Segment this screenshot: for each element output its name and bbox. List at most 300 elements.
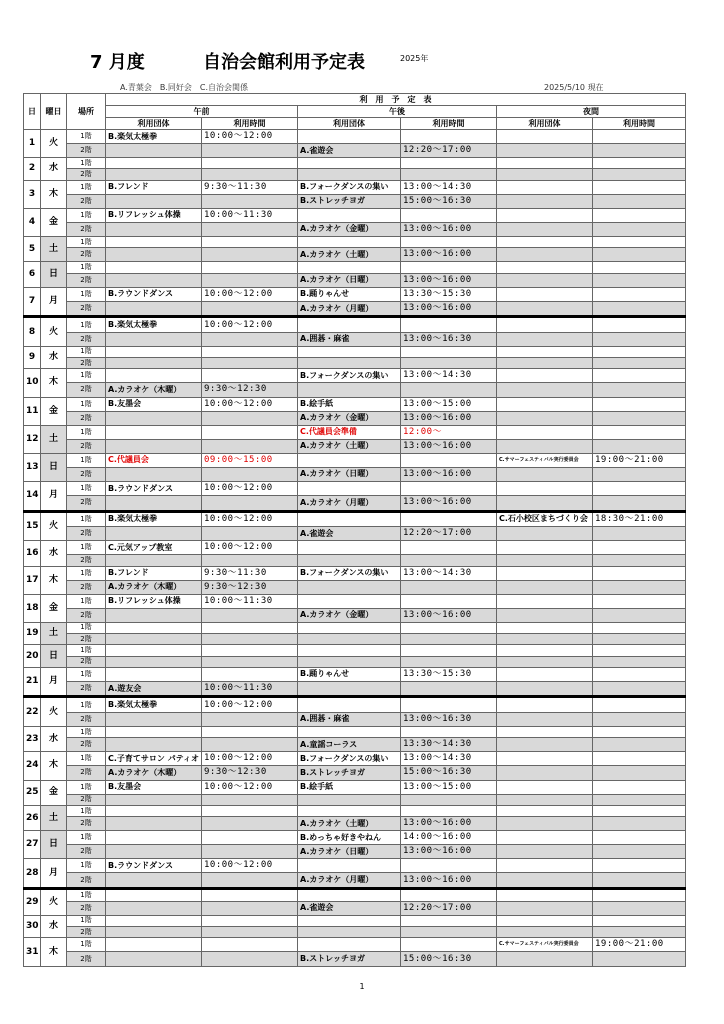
- cell-pm-time: 13:00～16:00: [401, 439, 497, 453]
- cell-night-group: [497, 439, 593, 453]
- cell-am-time: [202, 358, 298, 369]
- day-number: 9: [24, 346, 41, 369]
- cell-pm-time: [401, 555, 497, 566]
- cell-am-group: C.元気アップ教室: [106, 541, 202, 555]
- cell-night-group: [497, 859, 593, 873]
- cell-night-group: [497, 915, 593, 926]
- floor-label: 1階: [67, 938, 106, 952]
- floor-label: 1階: [67, 859, 106, 873]
- cell-pm-group: [298, 482, 401, 496]
- cell-am-group: [106, 645, 202, 656]
- cell-pm-time: 12:20～17:00: [401, 144, 497, 158]
- cell-pm-time: 13:00～16:00: [401, 411, 497, 425]
- cell-pm-time: 13:00～16:00: [401, 845, 497, 859]
- cell-pm-time: 13:30～14:30: [401, 738, 497, 752]
- as-of-date: 2025/5/10 現在: [544, 83, 604, 92]
- cell-am-time: [202, 369, 298, 383]
- floor-label: 1階: [67, 622, 106, 633]
- day-number: 29: [24, 888, 41, 915]
- day-of-week: 日: [41, 831, 67, 859]
- cell-night-time: [593, 667, 686, 681]
- cell-am-group: A.遊友会: [106, 681, 202, 697]
- cell-night-group: [497, 158, 593, 169]
- cell-am-group: [106, 727, 202, 738]
- cell-am-time: [202, 634, 298, 645]
- table-row: [24, 608, 686, 622]
- table-row: [24, 496, 686, 512]
- cell-am-group: [106, 425, 202, 439]
- floor-label: 2階: [67, 527, 106, 541]
- cell-pm-group: [298, 358, 401, 369]
- cell-night-group: [497, 144, 593, 158]
- cell-night-group: [497, 681, 593, 697]
- cell-am-group: [106, 237, 202, 248]
- cell-night-group: [497, 346, 593, 357]
- cell-pm-time: 13:00～14:30: [401, 752, 497, 766]
- cell-pm-group: A.童謡コーラス: [298, 738, 401, 752]
- cell-pm-time: 13:00～16:00: [401, 248, 497, 262]
- cell-night-group: [497, 194, 593, 208]
- cell-night-group: [497, 634, 593, 645]
- cell-pm-time: [401, 859, 497, 873]
- cell-night-group: [497, 358, 593, 369]
- cell-am-group: B.ラウンドダンス: [106, 859, 202, 873]
- cell-am-time: [202, 555, 298, 566]
- cell-am-group: [106, 346, 202, 357]
- cell-pm-group: A.雀遊会: [298, 527, 401, 541]
- day-number: 2: [24, 158, 41, 181]
- cell-am-group: [106, 158, 202, 169]
- day-number: 25: [24, 780, 41, 805]
- table-row: [24, 817, 686, 831]
- cell-am-group: A.カラオケ（木曜）: [106, 383, 202, 397]
- cell-am-group: [106, 817, 202, 831]
- cell-pm-group: [298, 656, 401, 667]
- cell-night-group: [497, 766, 593, 780]
- cell-pm-time: [401, 697, 497, 713]
- cell-night-time: [593, 681, 686, 697]
- day-number: 11: [24, 397, 41, 425]
- cell-am-group: [106, 301, 202, 317]
- day-of-week: 土: [41, 805, 67, 830]
- table-row: [24, 144, 686, 158]
- floor-label: 2階: [67, 467, 106, 481]
- cell-am-group: [106, 222, 202, 236]
- cell-night-time: [593, 482, 686, 496]
- cell-am-group: [106, 622, 202, 633]
- cell-night-group: [497, 208, 593, 222]
- cell-pm-time: 13:00～16:00: [401, 273, 497, 287]
- table-row: [24, 169, 686, 180]
- cell-am-group: [106, 915, 202, 926]
- cell-am-time: 9:30～11:30: [202, 180, 298, 194]
- cell-am-group: [106, 738, 202, 752]
- schedule-body: [24, 130, 686, 967]
- day-of-week: 日: [41, 645, 67, 668]
- table-row: [24, 248, 686, 262]
- cell-pm-group: B.フォークダンスの集い: [298, 369, 401, 383]
- table-row: [24, 411, 686, 425]
- floor-label: 2階: [67, 273, 106, 287]
- cell-night-group: [497, 287, 593, 301]
- cell-am-time: 10:00～11:30: [202, 208, 298, 222]
- cell-am-time: [202, 873, 298, 889]
- day-of-week: 月: [41, 667, 67, 697]
- table-row: [24, 566, 686, 580]
- cell-night-time: [593, 194, 686, 208]
- cell-am-group: A.カラオケ（木曜）: [106, 580, 202, 594]
- day-of-week: 土: [41, 237, 67, 262]
- cell-am-time: [202, 237, 298, 248]
- cell-pm-group: B.絵手紙: [298, 780, 401, 794]
- cell-night-time: [593, 208, 686, 222]
- day-number: 16: [24, 541, 41, 566]
- cell-pm-group: [298, 727, 401, 738]
- cell-pm-group: B.フォークダンスの集い: [298, 752, 401, 766]
- day-of-week: 木: [41, 566, 67, 594]
- cell-am-time: 9:30～12:30: [202, 766, 298, 780]
- header-am-time: 利用時間: [202, 118, 298, 130]
- floor-label: 1階: [67, 130, 106, 144]
- page-number: 1: [359, 982, 365, 991]
- table-row: [24, 439, 686, 453]
- cell-pm-group: A.カラオケ（土曜）: [298, 439, 401, 453]
- cell-am-time: [202, 273, 298, 287]
- cell-pm-group: [298, 130, 401, 144]
- cell-pm-group: [298, 346, 401, 357]
- cell-night-time: [593, 383, 686, 397]
- cell-night-time: [593, 926, 686, 937]
- cell-am-time: [202, 888, 298, 901]
- cell-night-time: 19:00～21:00: [593, 938, 686, 952]
- cell-am-time: 10:00～12:00: [202, 317, 298, 333]
- cell-night-group: [497, 496, 593, 512]
- table-row: [24, 425, 686, 439]
- floor-label: 2階: [67, 301, 106, 317]
- day-number: 1: [24, 130, 41, 158]
- cell-am-time: [202, 952, 298, 967]
- cell-night-group: [497, 645, 593, 656]
- cell-night-time: 18:30～21:00: [593, 511, 686, 527]
- page-title: 自治会館利用予定表: [203, 52, 365, 73]
- cell-am-group: C.子育てサロン パティオ: [106, 752, 202, 766]
- table-row: [24, 794, 686, 805]
- table-row: [24, 805, 686, 816]
- cell-pm-time: 13:00～16:00: [401, 467, 497, 481]
- cell-night-group: [497, 780, 593, 794]
- table-row: [24, 752, 686, 766]
- cell-pm-time: 13:30～15:30: [401, 287, 497, 301]
- table-row: [24, 845, 686, 859]
- table-row: [24, 938, 686, 952]
- floor-label: 2階: [67, 712, 106, 726]
- cell-pm-time: [401, 541, 497, 555]
- cell-am-group: B.リフレッシュ体操: [106, 594, 202, 608]
- cell-am-group: [106, 712, 202, 726]
- cell-night-time: [593, 317, 686, 333]
- cell-pm-group: B.フォークダンスの集い: [298, 180, 401, 194]
- cell-am-time: [202, 645, 298, 656]
- cell-night-group: [497, 667, 593, 681]
- table-row: [24, 622, 686, 633]
- cell-am-group: [106, 358, 202, 369]
- header-am-group: 利用団体: [106, 118, 202, 130]
- cell-night-group: [497, 180, 593, 194]
- cell-am-time: [202, 608, 298, 622]
- cell-night-group: [497, 738, 593, 752]
- cell-pm-group: [298, 262, 401, 273]
- cell-pm-group: B.ストレッチヨガ: [298, 766, 401, 780]
- cell-am-time: [202, 667, 298, 681]
- cell-pm-group: A.カラオケ（月曜）: [298, 496, 401, 512]
- day-of-week: 木: [41, 752, 67, 780]
- cell-pm-group: [298, 938, 401, 952]
- day-number: 15: [24, 511, 41, 541]
- cell-night-time: [593, 697, 686, 713]
- cell-am-time: [202, 831, 298, 845]
- cell-night-time: [593, 496, 686, 512]
- cell-pm-time: 13:00～16:00: [401, 222, 497, 236]
- table-row: [24, 467, 686, 481]
- cell-night-group: [497, 901, 593, 915]
- cell-pm-group: A.カラオケ（月曜）: [298, 873, 401, 889]
- day-number: 30: [24, 915, 41, 938]
- cell-pm-time: 13:00～14:30: [401, 566, 497, 580]
- floor-label: 2階: [67, 766, 106, 780]
- cell-night-time: [593, 594, 686, 608]
- day-number: 24: [24, 752, 41, 780]
- cell-night-time: [593, 237, 686, 248]
- floor-label: 1階: [67, 541, 106, 555]
- cell-pm-group: A.カラオケ（金曜）: [298, 411, 401, 425]
- table-row: [24, 697, 686, 713]
- cell-am-group: [106, 926, 202, 937]
- cell-pm-time: 12:20～17:00: [401, 901, 497, 915]
- cell-am-time: 9:30～12:30: [202, 580, 298, 594]
- cell-am-group: B.友墨会: [106, 780, 202, 794]
- cell-pm-time: 13:00～16:30: [401, 712, 497, 726]
- cell-night-group: [497, 831, 593, 845]
- floor-label: 2階: [67, 634, 106, 645]
- day-of-week: 水: [41, 727, 67, 752]
- day-of-week: 火: [41, 130, 67, 158]
- cell-am-time: [202, 169, 298, 180]
- floor-label: 2階: [67, 144, 106, 158]
- cell-am-time: [202, 794, 298, 805]
- cell-pm-group: [298, 169, 401, 180]
- floor-label: 1階: [67, 453, 106, 467]
- table-row: [24, 453, 686, 467]
- cell-am-time: 10:00～12:00: [202, 482, 298, 496]
- day-number: 20: [24, 645, 41, 668]
- cell-pm-group: A.カラオケ（月曜）: [298, 301, 401, 317]
- day-of-week: 水: [41, 346, 67, 369]
- table-row: [24, 915, 686, 926]
- cell-pm-time: 13:00～15:00: [401, 780, 497, 794]
- cell-am-time: 10:00～12:00: [202, 130, 298, 144]
- day-number: 8: [24, 317, 41, 347]
- cell-night-time: [593, 888, 686, 901]
- cell-pm-group: [298, 794, 401, 805]
- cell-am-group: B.楽気太極拳: [106, 130, 202, 144]
- cell-night-group: [497, 845, 593, 859]
- floor-label: 1階: [67, 158, 106, 169]
- table-row: [24, 158, 686, 169]
- day-of-week: 月: [41, 482, 67, 512]
- table-row: [24, 237, 686, 248]
- cell-night-time: [593, 262, 686, 273]
- cell-pm-group: [298, 681, 401, 697]
- cell-am-group: [106, 656, 202, 667]
- header-day: 日: [24, 94, 41, 130]
- cell-am-group: C.代議員会: [106, 453, 202, 467]
- cell-pm-group: [298, 580, 401, 594]
- cell-pm-group: A.カラオケ（日曜）: [298, 467, 401, 481]
- day-number: 12: [24, 425, 41, 453]
- cell-pm-time: 13:00～15:00: [401, 397, 497, 411]
- day-of-week: 日: [41, 262, 67, 287]
- cell-night-time: [593, 831, 686, 845]
- cell-pm-group: [298, 594, 401, 608]
- cell-pm-time: 15:00～16:30: [401, 952, 497, 967]
- cell-pm-time: 15:00～16:30: [401, 194, 497, 208]
- cell-night-group: [497, 397, 593, 411]
- cell-pm-group: [298, 697, 401, 713]
- table-row: [24, 952, 686, 967]
- cell-am-time: [202, 248, 298, 262]
- cell-pm-group: [298, 926, 401, 937]
- day-of-week: 火: [41, 697, 67, 727]
- floor-label: 2階: [67, 901, 106, 915]
- floor-label: 1階: [67, 805, 106, 816]
- day-of-week: 水: [41, 915, 67, 938]
- cell-pm-time: 14:00～16:00: [401, 831, 497, 845]
- cell-night-group: [497, 697, 593, 713]
- cell-night-group: [497, 383, 593, 397]
- day-number: 26: [24, 805, 41, 830]
- cell-night-group: [497, 580, 593, 594]
- cell-am-group: [106, 527, 202, 541]
- cell-night-group: [497, 873, 593, 889]
- day-number: 23: [24, 727, 41, 752]
- table-row: [24, 208, 686, 222]
- cell-night-time: [593, 712, 686, 726]
- year-label: 2025年: [400, 54, 429, 63]
- cell-night-group: [497, 727, 593, 738]
- cell-night-time: [593, 766, 686, 780]
- cell-night-group: [497, 622, 593, 633]
- cell-am-group: [106, 262, 202, 273]
- table-row: [24, 780, 686, 794]
- floor-label: 2階: [67, 873, 106, 889]
- cell-night-time: [593, 425, 686, 439]
- day-number: 13: [24, 453, 41, 481]
- cell-night-group: [497, 130, 593, 144]
- table-row: [24, 180, 686, 194]
- cell-pm-group: B.めっちゃ好きやねん: [298, 831, 401, 845]
- cell-am-group: [106, 411, 202, 425]
- floor-label: 1階: [67, 346, 106, 357]
- cell-am-group: [106, 901, 202, 915]
- cell-night-group: [497, 467, 593, 481]
- cell-am-time: [202, 222, 298, 236]
- floor-label: 1階: [67, 915, 106, 926]
- cell-night-group: [497, 541, 593, 555]
- floor-label: 2階: [67, 358, 106, 369]
- cell-night-time: [593, 541, 686, 555]
- cell-night-group: [497, 482, 593, 496]
- table-row: [24, 511, 686, 527]
- cell-night-time: [593, 915, 686, 926]
- cell-pm-time: 12:00～: [401, 425, 497, 439]
- day-number: 4: [24, 208, 41, 236]
- table-row: [24, 346, 686, 357]
- cell-am-time: 10:00～12:00: [202, 697, 298, 713]
- day-number: 14: [24, 482, 41, 512]
- cell-pm-group: [298, 541, 401, 555]
- day-of-week: 土: [41, 622, 67, 645]
- cell-night-group: [497, 248, 593, 262]
- cell-am-time: 10:00～12:00: [202, 859, 298, 873]
- header-am: 午前: [106, 106, 298, 118]
- group-legend: A.青葉会 B.同好会 C.自治会関係: [120, 83, 249, 92]
- cell-night-group: [497, 317, 593, 333]
- floor-label: 1階: [67, 511, 106, 527]
- floor-label: 2階: [67, 383, 106, 397]
- cell-night-group: [497, 752, 593, 766]
- floor-label: 1階: [67, 369, 106, 383]
- cell-night-time: [593, 634, 686, 645]
- cell-pm-time: [401, 237, 497, 248]
- cell-am-time: [202, 332, 298, 346]
- cell-night-group: C.石小校区まちづくり会: [497, 511, 593, 527]
- header-pm-group: 利用団体: [298, 118, 401, 130]
- table-row: [24, 369, 686, 383]
- cell-am-group: [106, 873, 202, 889]
- cell-night-time: [593, 439, 686, 453]
- cell-am-time: [202, 915, 298, 926]
- table-row: [24, 301, 686, 317]
- day-number: 18: [24, 594, 41, 622]
- cell-am-group: [106, 144, 202, 158]
- cell-am-group: B.楽気太極拳: [106, 317, 202, 333]
- day-number: 21: [24, 667, 41, 697]
- cell-am-group: A.カラオケ（木曜）: [106, 766, 202, 780]
- cell-am-time: [202, 439, 298, 453]
- cell-am-time: 10:00～12:00: [202, 780, 298, 794]
- cell-am-time: 10:00～12:00: [202, 752, 298, 766]
- floor-label: 2階: [67, 248, 106, 262]
- day-of-week: 水: [41, 158, 67, 181]
- floor-label: 1階: [67, 566, 106, 580]
- day-number: 19: [24, 622, 41, 645]
- cell-night-time: [593, 566, 686, 580]
- table-row: [24, 555, 686, 566]
- cell-night-time: [593, 901, 686, 915]
- day-number: 22: [24, 697, 41, 727]
- cell-night-time: [593, 144, 686, 158]
- table-row: [24, 482, 686, 496]
- cell-pm-time: [401, 681, 497, 697]
- floor-label: 2階: [67, 194, 106, 208]
- cell-pm-time: 13:00～16:30: [401, 332, 497, 346]
- cell-night-group: [497, 262, 593, 273]
- cell-night-time: [593, 555, 686, 566]
- cell-pm-time: [401, 580, 497, 594]
- cell-night-group: [497, 425, 593, 439]
- header-night-time: 利用時間: [593, 118, 686, 130]
- cell-pm-group: [298, 805, 401, 816]
